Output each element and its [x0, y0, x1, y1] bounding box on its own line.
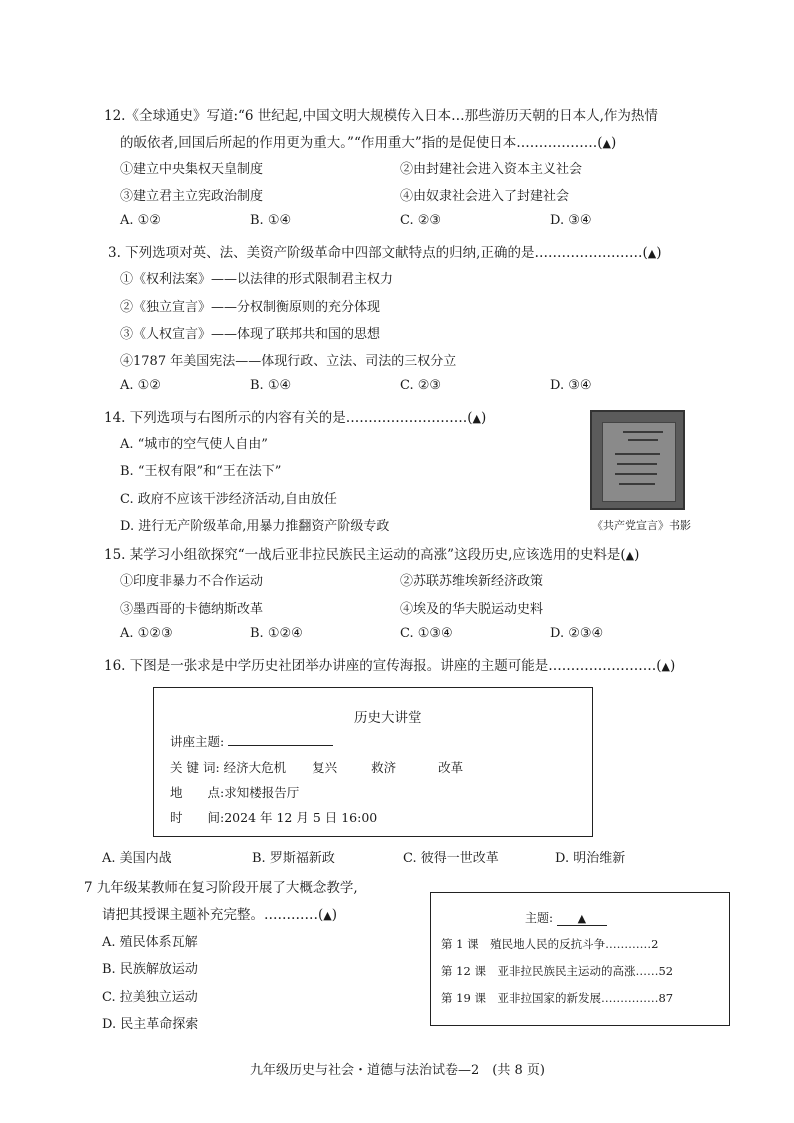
q15-statement-1: ①印度非暴力不合作运动 [120, 574, 264, 589]
q12-option-c: C. ②③ [400, 213, 442, 228]
lecture-poster [153, 687, 593, 837]
q14-option-b: B. “王权有限”和“王在法下” [120, 464, 282, 479]
q16-answer-mark: ▲ [661, 660, 670, 673]
keyword-1: 经济大危机 [223, 760, 287, 775]
poster-time-row: 时 间:2024 年 12 月 5 日 16:00 [170, 810, 378, 825]
q16-stem: 16. 下图是一张求是中学历史社团举办讲座的宣传海报。讲座的主题可能是……………………(▲) [104, 658, 676, 674]
q17-option-c: C. 拉美独立运动 [102, 990, 198, 1005]
q15-option-c: C. ①③④ [400, 626, 453, 641]
q14-option-a: A. “城市的空气使人自由” [120, 437, 268, 452]
q12-statement-4: ④由奴隶社会进入了封建社会 [400, 189, 570, 204]
outline-row-2: 第 12 课 亚非拉民族民主运动的高涨……52 [441, 964, 674, 978]
q17-option-d: D. 民主革命探索 [102, 1017, 199, 1032]
q12-option-b: B. ①④ [250, 213, 292, 228]
q14-stem: 14. 下列选项与右图所示的内容有关的是………………………(▲) [104, 410, 487, 426]
outline-row-3: 第 19 课 亚非拉国家的新发展……………87 [441, 991, 674, 1005]
poster-keywords-row: 关 键 词: 经济大危机 复兴 救济 改革 [170, 760, 464, 775]
q15-answer-mark: ▲ [625, 549, 635, 562]
q17-option-b: B. 民族解放运动 [102, 962, 198, 977]
q15-statement-3: ③墨西哥的卡德纳斯改革 [120, 602, 264, 617]
q12-statement-3: ③建立君主立宪政治制度 [120, 189, 264, 204]
poster-topic-row: 讲座主题: [170, 732, 333, 750]
q15-option-a: A. ①②③ [120, 626, 173, 641]
page-footer: 九年级历史与社会・道德与法治试卷—2 (共 8 页) [250, 1063, 545, 1078]
q13-statement-4: ④1787 年美国宪法——体现行政、立法、司法的三权分立 [120, 354, 457, 369]
q12-statement-1: ①建立中央集权天皇制度 [120, 162, 264, 177]
keyword-4: 改革 [438, 760, 464, 775]
q12-answer-mark: ▲ [602, 137, 611, 150]
q15-stem: 15. 某学习小组欲探究“一战后亚非拉民族民主运动的高涨”这段历史,应该选用的史料是(▲) [104, 547, 640, 563]
keyword-2: 复兴 [312, 760, 338, 775]
q14-option-d: D. 进行无产阶级革命,用暴力推翻资产阶级专政 [120, 519, 390, 534]
q16-option-c: C. 彼得一世改革 [403, 851, 499, 866]
q13-option-a: A. ①② [120, 378, 161, 393]
q12-option-d: D. ③④ [550, 213, 592, 228]
q13-statement-2: ②《独立宣言》——分权制衡原则的充分体现 [120, 300, 381, 315]
q14-option-c: C. 政府不应该干涉经济活动,自由放任 [120, 492, 337, 507]
q13-option-d: D. ③④ [550, 378, 592, 393]
lesson-outline-box [430, 892, 730, 1026]
q13-option-c: C. ②③ [400, 378, 442, 393]
q16-option-a: A. 美国内战 [102, 851, 172, 866]
q13-statement-3: ③《人权宣言》——体现了联邦共和国的思想 [120, 327, 381, 342]
photo-caption: 《共产党宣言》书影 [592, 519, 691, 532]
poster-title: 历史大讲堂 [354, 710, 422, 726]
q15-statement-4: ④埃及的华夫脱运动史料 [400, 602, 544, 617]
q12-statement-2: ②由封建社会进入资本主义社会 [400, 162, 583, 177]
q15-option-d: D. ②③④ [550, 626, 604, 641]
q17-stem-line1: 7 九年级某教师在复习阶段开展了大概念教学, [84, 880, 358, 896]
poster-topic-blank [228, 733, 333, 746]
q15-statement-2: ②苏联苏维埃新经济政策 [400, 574, 544, 589]
q12-stem-line1: 12.《全球通史》写道:“6 世纪起,中国文明大规模传入日本…那些游历天朝的日本人,作为热情 [104, 108, 658, 124]
q12-stem-line2: 的皈依者,回国后所起的作用更为重大。”“作用重大”指的是促使日本………………(▲) [120, 135, 617, 151]
q13-option-b: B. ①④ [250, 378, 292, 393]
q14-answer-mark: ▲ [472, 412, 481, 425]
outline-topic-row: 主题: ▲ [525, 909, 607, 926]
keyword-3: 救济 [371, 760, 397, 775]
q15-option-b: B. ①②④ [250, 626, 303, 641]
q13-answer-mark: ▲ [647, 247, 657, 260]
q16-option-d: D. 明治维新 [555, 851, 626, 866]
outline-topic-mark: ▲ [577, 912, 587, 925]
q12-option-a: A. ①② [120, 213, 161, 228]
poster-place-row: 地 点:求知楼报告厅 [170, 785, 300, 800]
communist-manifesto-photo [590, 410, 685, 510]
q17-stem-line2: 请把其授课主题补充完整。…………(▲) [102, 907, 338, 923]
q16-option-b: B. 罗斯福新政 [252, 851, 335, 866]
q17-answer-mark: ▲ [323, 909, 332, 922]
q17-option-a: A. 殖民体系瓦解 [102, 935, 198, 950]
q13-statement-1: ①《权利法案》——以法律的形式限制君主权力 [120, 272, 394, 287]
outline-row-1: 第 1 课 殖民地人民的反抗斗争…………2 [441, 937, 659, 951]
q13-stem: 3. 下列选项对英、法、美资产阶级革命中四部文献特点的归纳,正确的是……………………(▲) [108, 245, 662, 261]
